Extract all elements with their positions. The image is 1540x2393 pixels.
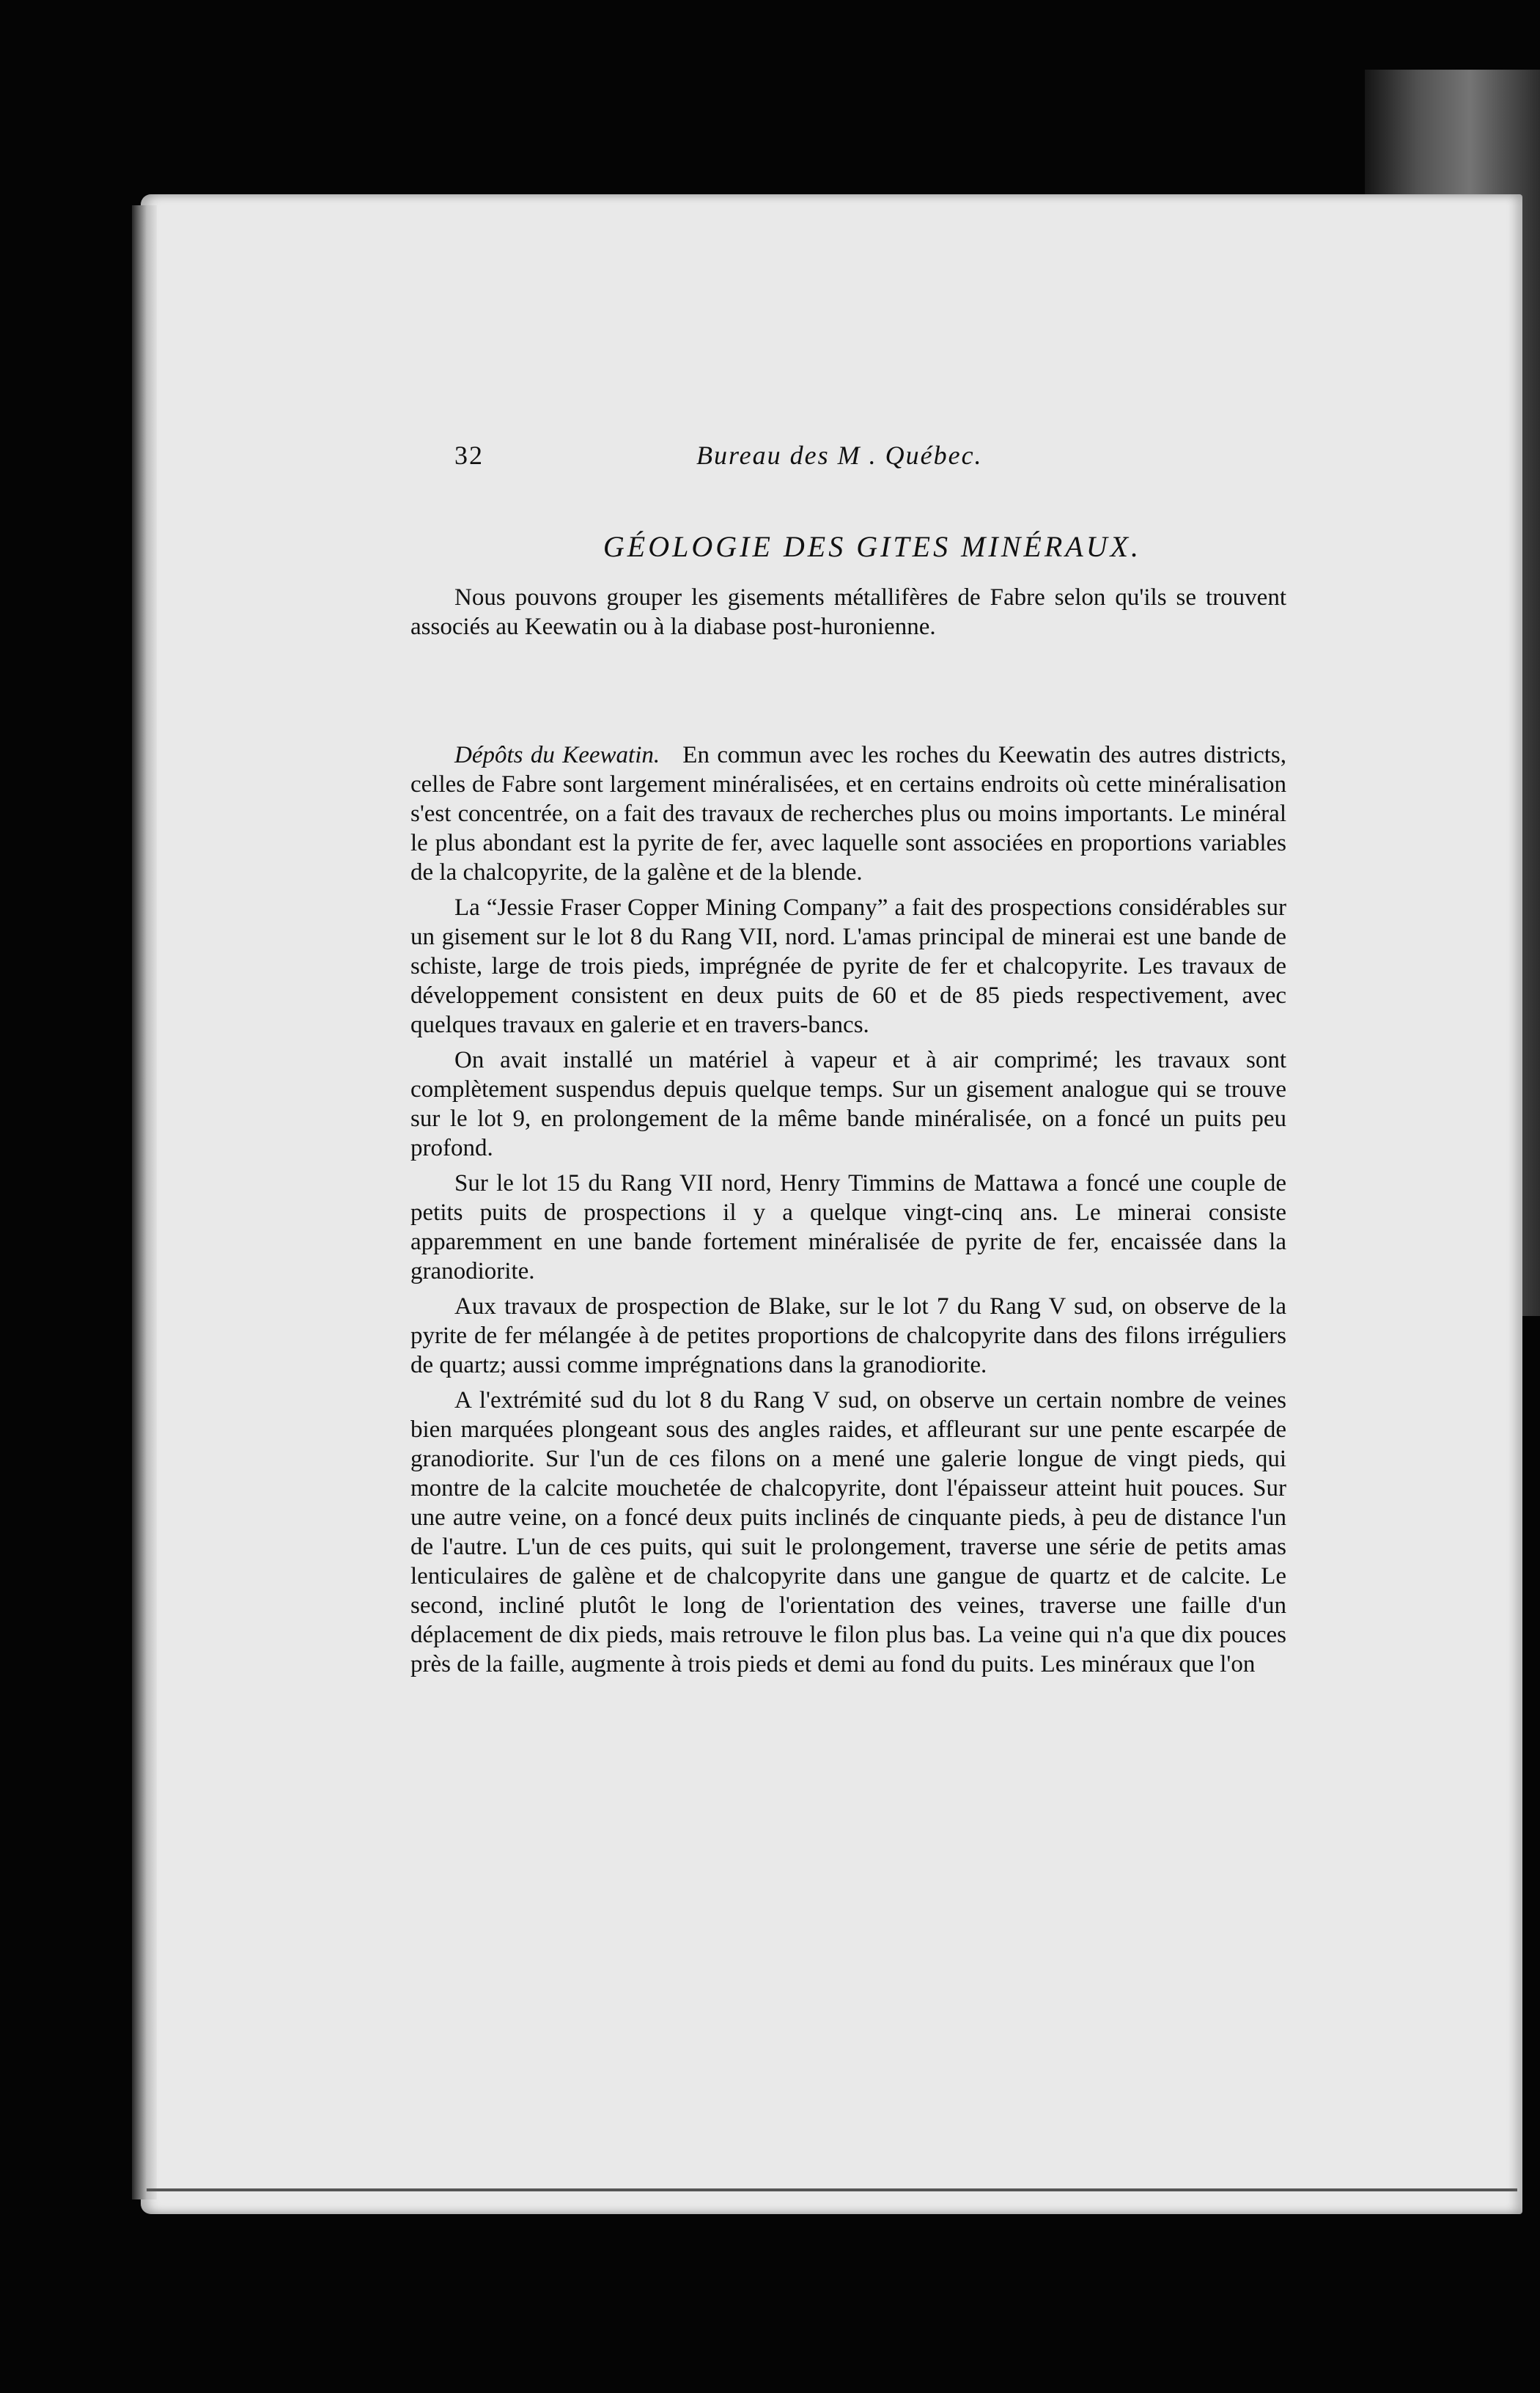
paragraph-1 [410, 740, 1286, 887]
paragraph-1-text: En commun avec les roches du Keewatin des autres districts, celles de Fabre sont largement minéralisées, et en certains endroits où cette minéralisation s'est concentrée, on a fait des travaux de recherches plus ou moins importants. Le minéral le plus abondant est la pyrite de fer, avec laquelle sont associées en proportions variables de la chalcopyrite, de la galène et de la blende. [410, 742, 1286, 886]
page-number: 32 [454, 441, 484, 470]
paragraph-6: A l'extrémité sud du lot 8 du Rang V sud, on observe un certain nombre de veines bien marquées plongeant sous des angles raides, et affleurant sur une pente escarpée de granodiorite. Sur l'un de ces filons on a mené une galerie longue de vingt pieds, qui montre de la calcite mouchetée de chalcopyrite, dont l'épaisseur atteint huit pouces. Sur une autre veine, on a foncé deux puits inclinés de cinquante pieds, à peu de distance l'un de l'autre. L'un de ces puits, qui suit le prolongement, traverse une série de petits amas lenticulaires de galène et de chalcopyrite dans une gangue de quartz et de calcite. Le second, incliné plutôt le long de l'orientation des veines, traverse une faille d'un déplacement de dix pieds, mais retrouve le filon plus bas. La veine qui n'a que dix pouces près de la faille, augmente à trois pieds et demi au fond du puits. Les minéraux que l'on [410, 1387, 1286, 1677]
paragraph-5: Aux travaux de prospection de Blake, sur le lot 7 du Rang V sud, on observe de la pyrite de fer mélangée à de petites proportions de chalcopyrite dans des filons irréguliers de quartz; aussi comme imprégnations dans la granodiorite. [410, 1293, 1286, 1378]
intro-paragraph: Nous pouvons grouper les gisements métallifères de Fabre selon qu'ils se trouvent associés au Keewatin ou à la diabase post-huronienne. [410, 584, 1286, 640]
subsection-heading: Dépôts du Keewatin. [454, 742, 660, 768]
page-header [454, 440, 1290, 477]
section-title: GÉOLOGIE DES GITES MINÉRAUX. [603, 530, 1142, 563]
paragraph-2: La “Jessie Fraser Copper Mining Company” a fait des prospections considérables sur un gisement sur le lot 8 du Rang VII, nord. L'amas principal de minerai est une bande de schiste, large de trois pieds, imprégnée de pyrite de fer et chalcopyrite. Les travaux de développement consistent en deux puits de 60 et de 85 pieds respectivement, avec quelques travaux en galerie et en travers-bancs. [410, 894, 1286, 1038]
paragraph-4: Sur le lot 15 du Rang VII nord, Henry Timmins de Mattawa a foncé une couple de petits puits de prospections il y a quelque vingt-cinq ans. Le minerai consiste apparemment en une bande fortement minéralisée de pyrite de fer, encaissée dans la granodiorite. [410, 1170, 1286, 1284]
page-spine [132, 205, 157, 2199]
body-text [410, 740, 1286, 1679]
intro-paragraph-block [410, 583, 1286, 642]
paragraph-3: On avait installé un matériel à vapeur et à air comprimé; les travaux sont complètement suspendus depuis quelque temps. Sur un gisement analogue qui se trouve sur le lot 9, en prolongement de la même bande minéralisée, on a foncé un puits peu profond. [410, 1047, 1286, 1161]
running-head: Bureau des M . Québec. [696, 441, 983, 470]
page-bottom-edge [147, 2188, 1517, 2191]
